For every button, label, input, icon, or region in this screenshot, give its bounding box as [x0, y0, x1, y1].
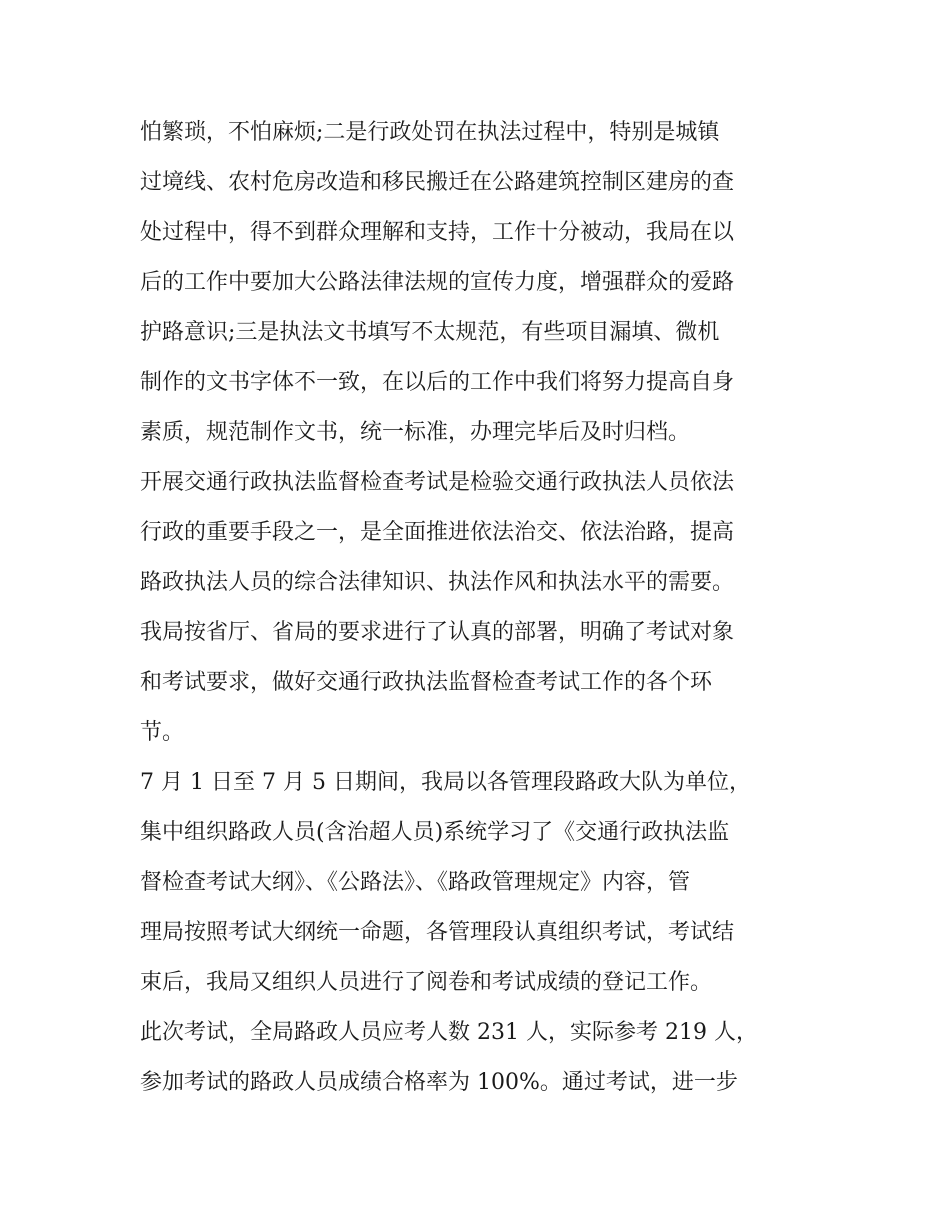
- text-line: 处过程中，得不到群众理解和支持，工作十分被动，我局在以: [140, 220, 735, 245]
- text-line: 素质，规范制作文书，统一标准，办理完毕后及时归档。: [140, 420, 691, 445]
- text-line: 和考试要求，做好交通行政执法监督检查考试工作的各个环: [140, 670, 713, 695]
- text-line: 行政的重要手段之一，是全面推进依法治交、依法治路，提高: [140, 520, 735, 545]
- text-line: 束后，我局又组织人员进行了阅卷和考试成绩的登记工作。: [140, 970, 713, 995]
- text-line: 节。: [140, 720, 185, 745]
- text-line: 此次考试，全局路政人员应考人数 231 人，实际参考 219 人，: [140, 1020, 758, 1045]
- text-line: 护路意识;三是执法文书填写不太规范，有些项目漏填、微机: [140, 320, 720, 345]
- text-line: 后的工作中要加大公路法律法规的宣传力度，增强群众的爱路: [140, 270, 735, 295]
- text-line: 过境线、农村危房改造和移民搬迁在公路建筑控制区建房的查: [140, 170, 735, 195]
- text-line: 我局按省厅、省局的要求进行了认真的部署，明确了考试对象: [140, 620, 735, 645]
- text-line: 路政执法人员的综合法律知识、执法作风和执法水平的需要。: [140, 570, 735, 595]
- text-line: 集中组织路政人员(含治超人员)系统学习了《交通行政执法监: [140, 820, 730, 845]
- text-line: 7 月 1 日至 7 月 5 日期间，我局以各管理段路政大队为单位，: [140, 770, 751, 795]
- text-line: 怕繁琐，不怕麻烦;二是行政处罚在执法过程中，特别是城镇: [140, 120, 720, 145]
- text-line: 参加考试的路政人员成绩合格率为 100%。通过考试，进一步: [140, 1070, 738, 1095]
- text-line: 开展交通行政执法监督检查考试是检验交通行政执法人员依法: [140, 470, 735, 495]
- text-line: 理局按照考试大纲统一命题，各管理段认真组织考试，考试结: [140, 920, 735, 945]
- text-line: 制作的文书字体不一致，在以后的工作中我们将努力提高自身: [140, 370, 735, 395]
- document-body: [140, 108, 830, 1108]
- text-line: 督检查考试大纲》、《公路法》、《路政管理规定》内容，管: [140, 870, 691, 895]
